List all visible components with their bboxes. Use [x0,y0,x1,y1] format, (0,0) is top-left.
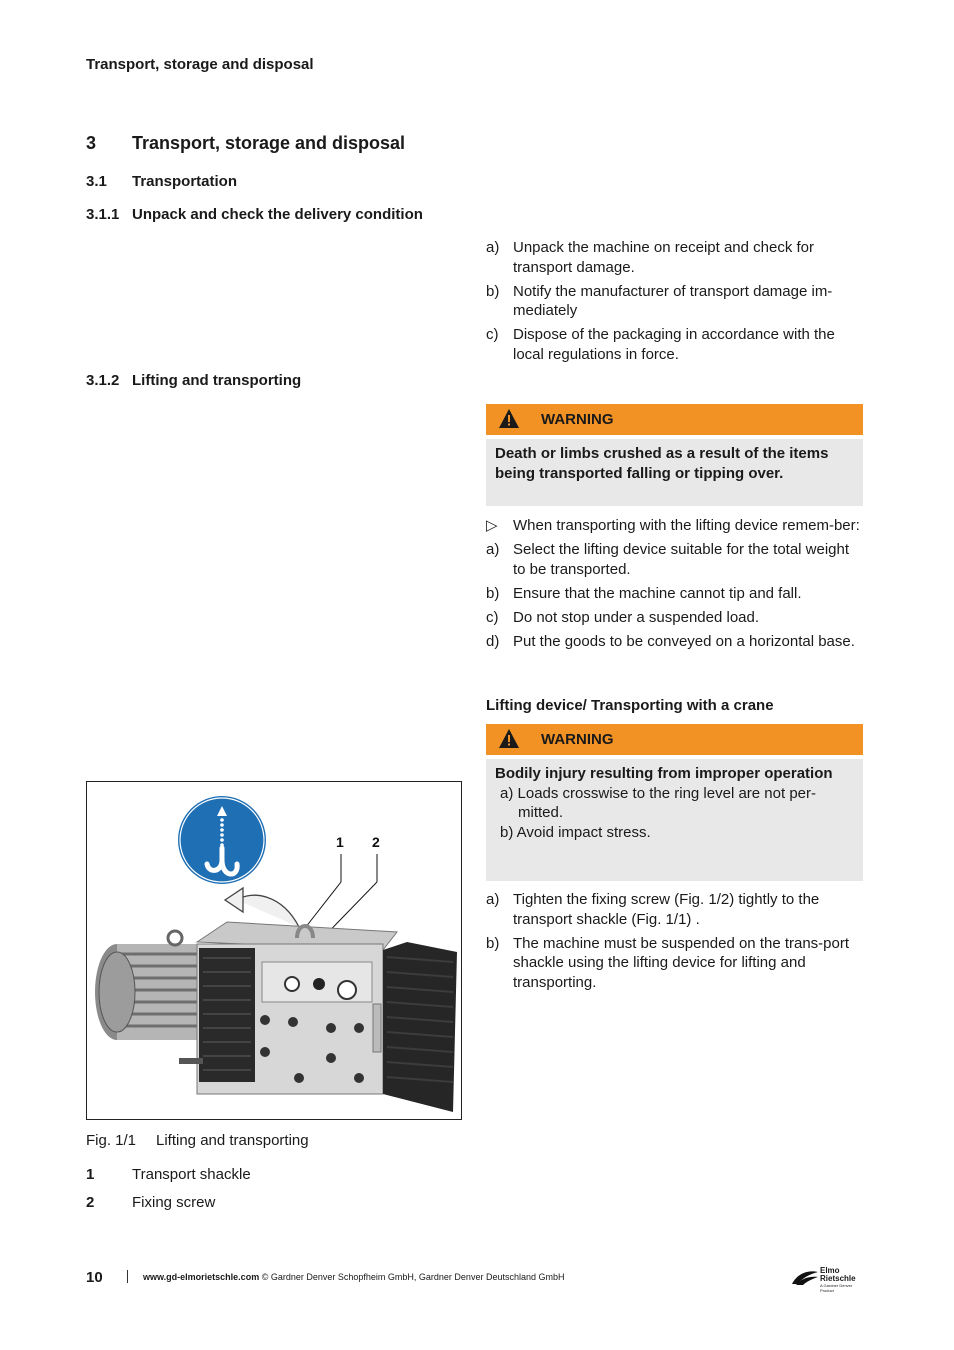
warning-header [486,404,863,435]
list-item [486,608,864,628]
list-item [486,516,864,536]
subsection-heading-3-1-1 [86,206,423,223]
lifting-steps-list [486,516,864,656]
list-marker: d) [486,632,500,650]
warning-triangle-icon [498,408,520,429]
list-text: Do not stop under a suspended load. [513,608,760,626]
legend-text: Transport shackle [132,1166,251,1183]
logo-tagline: A Gardner Denver Product [820,1283,853,1293]
list-text: The machine must be suspended on the trans-port shackle using the lifting device for lifting and transporting. [513,934,850,991]
logo-swoosh-icon [790,1268,820,1286]
subsection-number: 3.1.2 [86,372,120,389]
footer-copyright: © Gardner Denver Schopfheim GmbH, Gardner Denver Deutschland GmbH [261,1272,565,1282]
warning-label: WARNING [541,411,614,428]
subsection-title: Transportation [132,173,238,190]
page-number: 10 [86,1269,103,1286]
list-item [486,934,864,993]
list-marker: c) [486,326,499,343]
warning-text: Death or limbs crushed as a result of the items being transported falling or tipping over. [495,445,829,482]
elmo-rietschle-logo [790,1266,866,1293]
subsection-title: Lifting and transporting [132,372,302,389]
subsection-heading-3-1-2 [86,372,301,389]
vacuum-pump-photo [95,922,457,1112]
crane-hook-sign-icon [178,796,266,884]
warning-item: a) Loads crosswise to the ring level are not per-mitted. [500,784,816,821]
subsection-number: 3.1 [86,173,107,190]
legend-item [86,1194,215,1211]
footer-url[interactable]: www.gd-elmorietschle.com [143,1272,260,1282]
list-text: Unpack the machine on receipt and check for transport damage. [513,239,815,276]
unpack-steps-list [486,238,864,369]
section-number: 3 [86,133,97,153]
callout-2: 2 [372,834,380,850]
list-text: Dispose of the packaging in accordance with the local regulations in force. [513,326,835,363]
warning-item: b) Avoid impact stress. [500,823,651,841]
list-text: Put the goods to be conveyed on a horizontal base. [513,632,855,650]
section-heading [86,133,405,154]
crane-steps-list [486,890,864,997]
footer-text [143,1272,564,1282]
section-title: Transport, storage and disposal [132,133,406,153]
warning-title: Bodily injury resulting from improper operation [495,765,833,782]
caption-number: Fig. 1/1 [86,1132,137,1149]
legend-item [86,1166,251,1183]
warning-label: WARNING [541,731,614,748]
list-marker: a) [486,541,500,558]
list-text: When transporting with the lifting device remem-ber: [513,517,860,534]
subsection-title: Unpack and check the delivery condition [132,206,423,223]
legend-key: 1 [86,1166,95,1183]
callout-1: 1 [336,834,344,850]
list-marker: a) [486,891,500,908]
list-text: Select the lifting device suitable for the total weight to be transported. [513,541,850,578]
list-item [486,540,864,579]
crane-heading: Lifting device/ Transporting with a crane [486,697,774,714]
logo-line1: Elmo [820,1266,840,1275]
list-marker: b) [486,934,500,952]
triangle-bullet-icon: ▷ [486,517,498,534]
caption-text: Lifting and transporting [156,1132,309,1149]
warning-header [486,724,863,755]
footer-divider [127,1270,128,1283]
list-item [486,282,864,321]
curved-arrow-icon [225,888,299,927]
list-item [486,632,864,652]
list-marker: b) [486,282,500,300]
logo-line2: Rietschle [820,1274,856,1283]
list-marker: c) [486,608,499,626]
list-text: Ensure that the machine cannot tip and fall. [513,584,802,602]
subsection-heading-3-1 [86,173,237,190]
list-item [486,584,864,604]
figure-illustration [87,782,461,1119]
list-item [486,238,864,277]
list-text: Tighten the fixing screw (Fig. 1/2) tightly to the transport shackle (Fig. 1/1) . [513,891,820,928]
list-marker: b) [486,584,500,602]
list-item [486,325,864,364]
list-text: Notify the manufacturer of transport damage im-mediately [513,282,833,319]
figure-caption [86,1132,309,1149]
warning-body [486,439,863,506]
subsection-number: 3.1.1 [86,206,120,223]
list-marker: a) [486,239,500,256]
legend-key: 2 [86,1194,95,1211]
warning-triangle-icon [498,728,520,749]
warning-body [486,759,863,881]
legend-text: Fixing screw [132,1194,216,1211]
running-head: Transport, storage and disposal [86,56,314,73]
figure-frame [86,781,462,1120]
list-item [486,890,864,929]
